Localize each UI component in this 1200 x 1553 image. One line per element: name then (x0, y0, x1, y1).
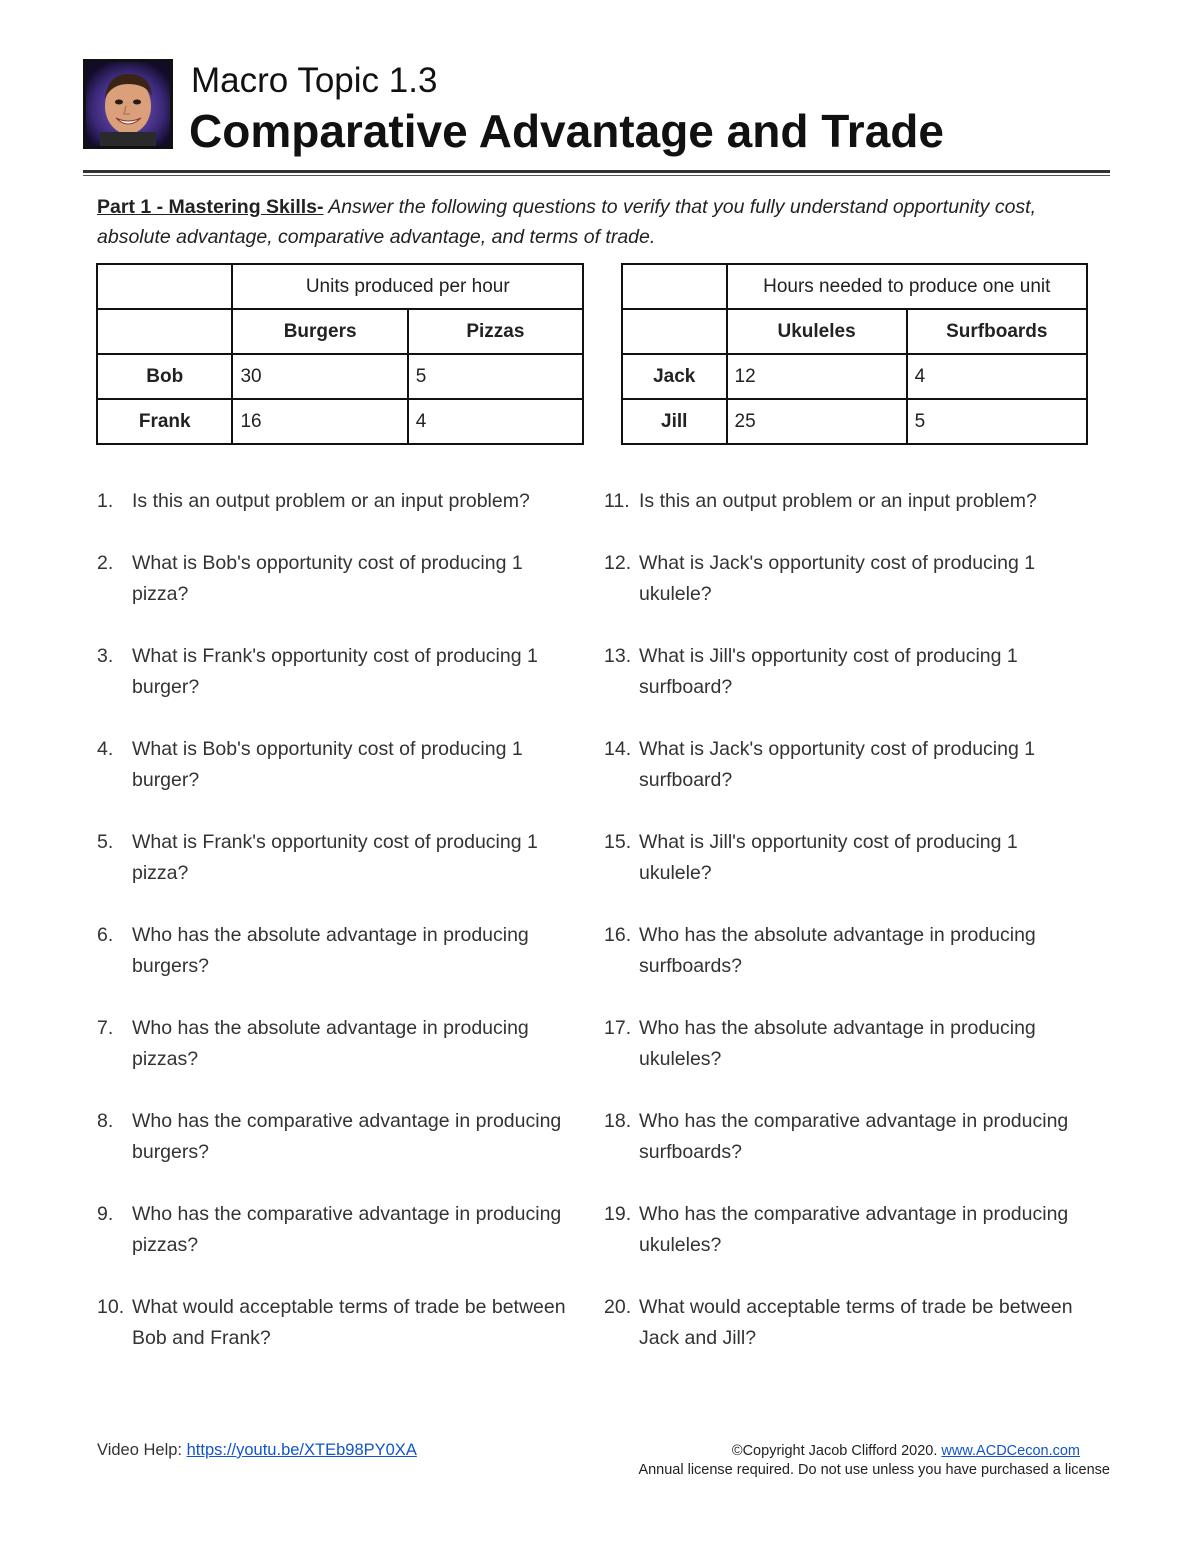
instructions (97, 192, 1107, 252)
table-row (97, 354, 583, 399)
table-cell: 4 (907, 354, 1087, 399)
question-number: 9. (97, 1203, 114, 1225)
table-row (97, 309, 583, 354)
question-text: Who has the absolute advantage in producing surfboards? (639, 924, 1036, 977)
table-cell: 25 (727, 399, 907, 444)
question-item (604, 734, 1094, 796)
table-cell: 12 (727, 354, 907, 399)
table-cell: 30 (232, 354, 407, 399)
question-number: 20. (604, 1296, 632, 1318)
column-header: Burgers (232, 309, 407, 354)
table-cell (622, 264, 727, 309)
portrait-image (86, 62, 170, 146)
question-number: 13. (604, 645, 632, 667)
question-item (604, 920, 1094, 982)
table-cell (622, 309, 727, 354)
table-row (622, 309, 1087, 354)
question-text: What is Jill's opportunity cost of producing 1 ukulele? (639, 831, 1018, 884)
question-text: What is Jill's opportunity cost of producing 1 surfboard? (639, 645, 1018, 698)
table-cell: 5 (408, 354, 583, 399)
question-number: 2. (97, 552, 114, 574)
table-cell (97, 264, 232, 309)
row-header: Jack (622, 354, 727, 399)
copyright-notice (638, 1443, 1110, 1478)
question-item (604, 486, 1094, 517)
table-caption: Units produced per hour (232, 264, 583, 309)
row-header: Jill (622, 399, 727, 444)
question-number: 14. (604, 738, 632, 760)
question-item (604, 827, 1094, 889)
question-item (97, 548, 567, 610)
question-item (97, 486, 567, 517)
question-item (604, 1013, 1094, 1075)
question-item (97, 641, 567, 703)
question-item (604, 1199, 1094, 1261)
question-number: 5. (97, 831, 114, 853)
question-item (97, 1199, 567, 1261)
question-number: 16. (604, 924, 632, 946)
row-header: Frank (97, 399, 232, 444)
question-number: 7. (97, 1017, 114, 1039)
column-header: Ukuleles (727, 309, 907, 354)
table-caption: Hours needed to produce one unit (727, 264, 1087, 309)
question-number: 19. (604, 1203, 632, 1225)
question-list-left (97, 486, 567, 1385)
question-text: Is this an output problem or an input problem? (132, 490, 530, 512)
column-header: Pizzas (408, 309, 583, 354)
question-item (97, 1013, 567, 1075)
table-row (97, 264, 583, 309)
header-divider (83, 170, 1110, 173)
question-number: 12. (604, 552, 632, 574)
question-item (97, 734, 567, 796)
question-text: Who has the comparative advantage in producing pizzas? (132, 1203, 562, 1256)
question-text: Is this an output problem or an input problem? (639, 490, 1037, 512)
question-text: Who has the comparative advantage in producing ukuleles? (639, 1203, 1069, 1256)
output-table (96, 263, 584, 445)
question-item (97, 827, 567, 889)
question-text: What is Frank's opportunity cost of producing 1 pizza? (132, 831, 538, 884)
question-number: 10. (97, 1296, 125, 1318)
question-text: What is Bob's opportunity cost of producing 1 burger? (132, 738, 523, 791)
video-help-label: Video Help: (97, 1441, 187, 1459)
question-item (97, 1292, 567, 1354)
question-text: Who has the comparative advantage in producing burgers? (132, 1110, 562, 1163)
question-text: Who has the comparative advantage in producing surfboards? (639, 1110, 1069, 1163)
video-help (97, 1441, 417, 1460)
question-text: What is Jack's opportunity cost of producing 1 ukulele? (639, 552, 1036, 605)
question-item (97, 1106, 567, 1168)
question-item (97, 920, 567, 982)
table-row (97, 399, 583, 444)
question-text: What would acceptable terms of trade be between Jack and Jill? (639, 1296, 1073, 1349)
question-list-right (604, 486, 1094, 1385)
question-text: What is Jack's opportunity cost of producing 1 surfboard? (639, 738, 1036, 791)
question-text: Who has the absolute advantage in producing ukuleles? (639, 1017, 1036, 1070)
section-heading: Part 1 - Mastering Skills- (97, 196, 324, 218)
question-item (604, 641, 1094, 703)
table-row (622, 354, 1087, 399)
topic-number: Macro Topic 1.3 (191, 61, 438, 100)
site-link[interactable]: www.ACDCecon.com (941, 1443, 1080, 1459)
question-number: 1. (97, 490, 114, 512)
question-text: What would acceptable terms of trade be between Bob and Frank? (132, 1296, 566, 1349)
table-cell: 5 (907, 399, 1087, 444)
question-number: 15. (604, 831, 632, 853)
table-row (622, 399, 1087, 444)
question-number: 6. (97, 924, 114, 946)
row-header: Bob (97, 354, 232, 399)
video-help-link[interactable]: https://youtu.be/XTEb98PY0XA (186, 1441, 417, 1459)
question-number: 4. (97, 738, 114, 760)
page-title: Comparative Advantage and Trade (189, 105, 944, 157)
question-text: What is Frank's opportunity cost of producing 1 burger? (132, 645, 538, 698)
table-cell (97, 309, 232, 354)
instructions-text: Answer the following questions to verify that you fully understand opportunity cost, absolute advantage, comparative advantage, and terms of trade. (97, 196, 1037, 248)
input-table (621, 263, 1088, 445)
copyright-text: ©Copyright Jacob Clifford 2020. (731, 1443, 942, 1459)
question-number: 3. (97, 645, 114, 667)
license-notice: Annual license required. Do not use unless you have purchased a license (638, 1462, 1110, 1478)
author-portrait (83, 59, 173, 149)
question-text: What is Bob's opportunity cost of producing 1 pizza? (132, 552, 523, 605)
column-header: Surfboards (907, 309, 1087, 354)
header-divider-thin (83, 175, 1110, 176)
question-number: 8. (97, 1110, 114, 1132)
question-text: Who has the absolute advantage in producing burgers? (132, 924, 529, 977)
table-row (622, 264, 1087, 309)
question-number: 18. (604, 1110, 632, 1132)
table-cell: 4 (408, 399, 583, 444)
question-item (604, 1106, 1094, 1168)
question-item (604, 1292, 1094, 1354)
question-text: Who has the absolute advantage in producing pizzas? (132, 1017, 529, 1070)
question-number: 11. (604, 490, 630, 512)
table-cell: 16 (232, 399, 407, 444)
question-number: 17. (604, 1017, 632, 1039)
question-item (604, 548, 1094, 610)
